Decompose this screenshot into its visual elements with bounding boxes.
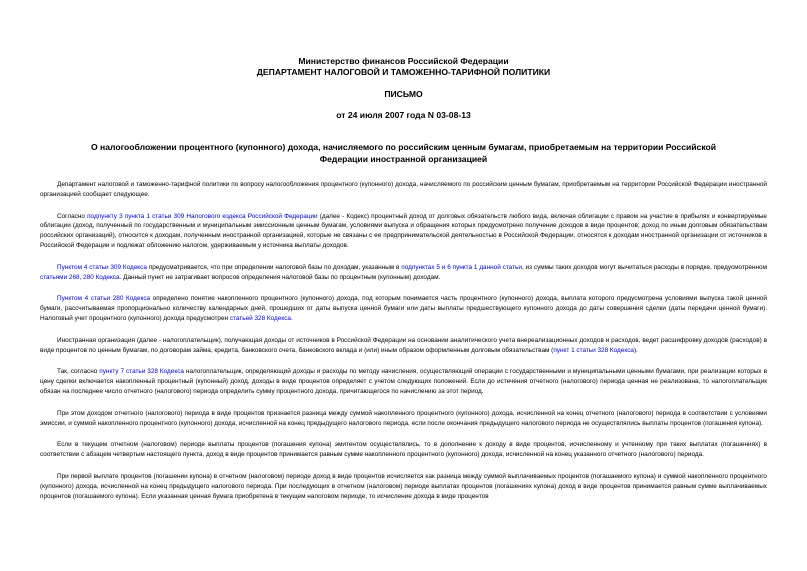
ministry-name: Министерство финансов Российской Федерации <box>298 56 509 66</box>
law-reference-link[interactable]: подпункту 3 пункта 1 статьи 309 <box>87 212 185 220</box>
paragraph-text: При первой выплате процентов (погашении купона) в отчетном (налоговом) периоде доход в виде процентов исчисляется как разница между суммой выплачиваемых процентов (погашаемого купона) и суммой накопленного процентного (купонного) дохода, исчисленной на конец предыдущего налогового периода. При последующих в отчетном (налоговом) периоде выплатах процентов (погашениях купона) доход в виде процентов принимается равным сумме выплачиваемых процентов (погашаемого купона). Если указанная ценная бумага приобретена в текущем налоговом периоде, то исчисление дохода в виде процентов <box>40 472 767 500</box>
paragraph-text: , из суммы таких доходов могут вычитаться расходы в порядке, предусмотренном <box>521 263 767 271</box>
body-paragraph <box>40 336 767 356</box>
law-reference-link[interactable]: пункту 7 статьи 328 Кодекса <box>99 368 184 376</box>
paragraph-text: Согласно <box>57 212 88 220</box>
body-paragraph <box>40 212 767 251</box>
paragraph-text: Так, согласно <box>57 368 100 376</box>
document-body <box>40 180 767 513</box>
paragraph-text: . <box>290 314 293 322</box>
law-reference-link[interactable]: пункт 1 статьи 328 Кодекса <box>553 346 634 354</box>
paragraph-text: налогоплательщик, определяющий доходы и расходы по методу начисления, осуществляющий операции с государственными и муниципальными ценными бумагами, при реализации которых в цену сделки включается накопленный процентный (купонный) доход, доходы в виде процентов определяет с учетом следующих положений. Если до истечения отчетного (налогового) периода ценная не реализована, то налогоплательщик обязан на последнее число отчетного (налогового) периода определить сумму процентного дохода, причитающегося по начислению за этот период. <box>40 368 767 395</box>
department-name: ДЕПАРТАМЕНТ НАЛОГОВОЙ И ТАМОЖЕННО-ТАРИФНОЙ ПОЛИТИКИ <box>256 67 551 77</box>
paragraph-text: предусматривается, что при определении налоговой базы по доходам, указанным в <box>146 263 402 271</box>
body-paragraph <box>40 409 767 429</box>
law-reference-link[interactable]: статьями 268, 280 Кодекса <box>40 273 120 281</box>
body-paragraph <box>40 263 767 283</box>
paragraph-text: (далее - Кодекс) процентный доход от долговых обязательств любого вида, включая облигации с правом на участие в прибылях и конвертируемые облигации (доход, полученный по государственным и муниципальным эмиссионным ценным бумагам, условиями выпуска и обращения которых предусмотрено получение доходов в виде процентов; доход по иным долговым обязательствам российских организаций), относится к доходам, полученным иностранной организацией, которые не связаны с ее предпринимательской деятельностью в Российской Федерации, относятся к доходам иностранной организации от источников в Российской Федерации и подлежат обложению налогом, удерживаемым у источника выплаты доходов. <box>40 212 767 249</box>
law-reference-link[interactable]: подпунктах 5 и 6 пункта 1 данной статьи <box>401 263 522 271</box>
paragraph-text: Иностранная организация (далее - налогоплательщик), получающая доходы от источников в Российской Федерации на основании аналитического учета внереализационных доходов и расходов, ведет расшифровку доходов (расходов) в виде процентов по ценным бумагам, по договорам займа, кредита, банковского счета, банковского вклада и (или) иным образом оформленным долговым обязательствам ( <box>40 336 767 354</box>
document-date-number: от 24 июля 2007 года N 03-08-13 <box>336 110 471 120</box>
body-paragraph <box>40 440 767 460</box>
document-subject: О налогообложении процентного (купонного) дохода, начисляемого по российским ценным бумагам, приобретаемым на территории Российской Федерации иностранной организацией <box>90 142 717 164</box>
paragraph-text: ). <box>633 346 638 354</box>
body-paragraph <box>40 367 767 396</box>
law-reference-link[interactable]: статьей 328 Кодекса <box>229 314 291 322</box>
body-paragraph <box>40 180 767 200</box>
body-paragraph <box>40 472 767 501</box>
paragraph-text: Если в текущем отчетном (налоговом) периоде выплаты процентов (погашения купона) эмитентом осуществлялись, то в дополнение к доходу в виде процентов, исчисленному и учтенному при таких выплатах (погашениях) в соответствии с абзацем четвертым настоящего пункта, доход в виде процентов принимается равным сумме накопленного процентного (купонного) дохода, исчисленной на конец указанного отчетного (налогового) периода. <box>40 441 767 459</box>
document-type: ПИСЬМО <box>384 89 423 99</box>
law-reference-link[interactable]: Налогового кодекса Российской Федерации <box>186 212 318 220</box>
law-reference-link[interactable]: Пунктом 4 статьи 309 Кодекса <box>57 263 147 271</box>
body-paragraph <box>40 294 767 323</box>
paragraph-text: При этом доходом отчетного (налогового) периода в виде процентов признается разница между суммой накопленного процентного (купонного) дохода, исчисленной на конец отчетного (налогового) периода в соответствии с условиями эмиссии, и суммой накопленного процентного (купонного) дохода, исчисленной на конец предыдущего налогового периода, если после окончания предыдущего налогового периода не осуществлялись выплаты процентов (погашения купона). <box>40 409 767 427</box>
law-reference-link[interactable]: Пунктом 4 статьи 280 Кодекса <box>57 295 151 303</box>
paragraph-text: Департамент налоговой и таможенно-тарифной политики по вопросу налогообложения процентного (купонного) дохода, начисляемого по российским ценным бумагам, приобретаемым на территории Российской Федерации иностранной организацией сообщает следующее. <box>40 181 767 198</box>
paragraph-text: определено понятие накопленного процентного (купонного) дохода, под которым понимается часть процентного (купонного) дохода, выплата которого предусмотрена условиями выпуска такой ценной бумаги, рассчитываемая пропорционально количеству календарных дней, прошедших от даты выпуска ценной бумаги или даты выплаты предшествующего купонного дохода до даты совершения сделки (даты передачи ценной бумаги). Налоговый учет процентного (купонного) дохода предусмотрен <box>40 295 768 322</box>
paragraph-text: . Данный пункт не затрагивает вопросов определения налоговой базы по процентным (купонным) доходам. <box>119 273 441 281</box>
